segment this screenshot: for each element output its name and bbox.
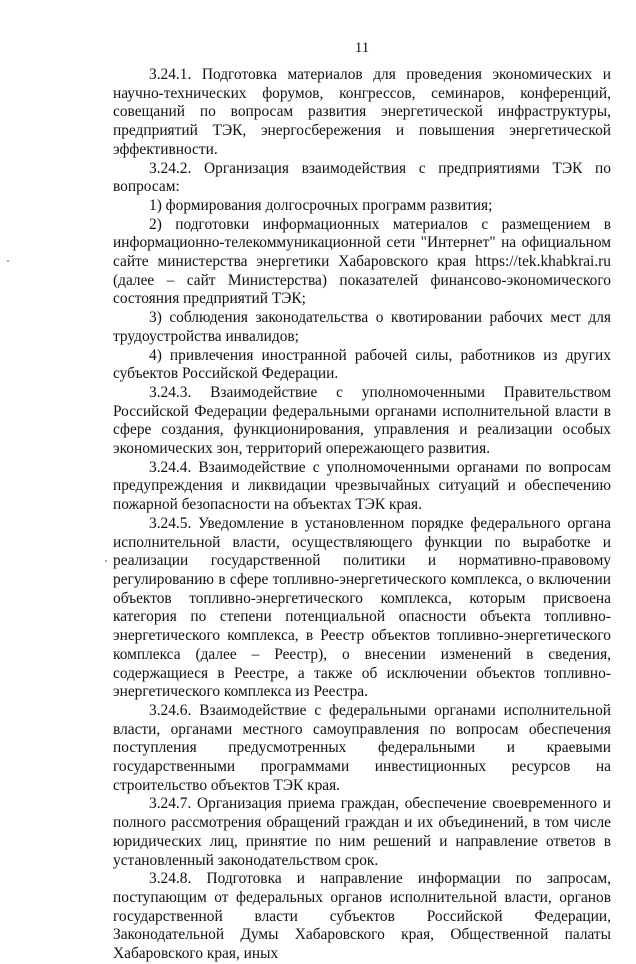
paragraph-3-24-5: 3.24.5. Уведомление в установленном порядке федерального органа исполнительной власти, осуществляющего функции по выработке и реализации государственной политики и нормативно-правовому регулированию в сфере топливно-энергетического комплекса, о включении объектов топливно-энергетического комплекса, которым присвоена категория по степени потенциальной опасности объекта топливно-энергетического комплекса, в Реестр объектов топливно-энергетического комплекса (далее – Реестр), о внесении изменений в сведения, содержащиеся в Реестре, а также об исключении объектов топливно-энергетического комплекса из Реестра. [113,514,611,701]
list-item-2: 2) подготовки информационных материалов с размещением в информационно-телекоммуникационной сети "Интернет" на официальном сайте министерства энергетики Хабаровского края https://tek.khabkrai.ru (далее – сайт Министерства) показателей финансово-экономического состояния предприятий ТЭК; [113,215,611,308]
document-body [113,66,611,964]
list-item-4: 4) привлечения иностранной рабочей силы, работников из других субъектов Российской Федерации. [113,346,611,383]
list-item-3: 3) соблюдения законодательства о квотировании рабочих мест для трудоустройства инвалидов; [113,309,611,345]
paragraph-3-24-7: 3.24.7. Организация приема граждан, обеспечение своевременного и полного рассмотрения обращений граждан и их объединений, в том числе юридических лиц, принятие по ним решений и направление ответов в установленный законодательством срок. [113,795,611,869]
paragraph-3-24-3: 3.24.3. Взаимодействие с уполномоченными Правительством Российской Федерации федеральными органами исполнительной власти в сфере создания, функционирования, управления и реализации особых экономических зон, территорий опережающего развития. [113,383,611,458]
paragraph-3-24-8: 3.24.8. Подготовка и направление информации по запросам, поступающим от федеральных органов исполнительной власти, органов государственной власти субъектов Российской Федерации, Законодательной Думы Хабаровского края, Общественной палаты Хабаровского края, иных [113,870,611,963]
list-item-1: 1) формирования долгосрочных программ развития; [149,196,493,214]
paragraph-3-24-4: 3.24.4. Взаимодействие с уполномоченными органами по вопросам предупреждения и ликвидации чрезвычайных ситуаций и обеспечению пожарной безопасности на объектах ТЭК края. [113,458,611,514]
page-number: 11 [354,40,370,56]
scan-speck-2 [105,560,107,562]
paragraph-3-24-2: 3.24.2. Организация взаимодействия с предприятиями ТЭК по вопросам: [113,159,611,196]
paragraph-3-24-1: 3.24.1. Подготовка материалов для проведения экономических и научно-технических форумов, конгрессов, семинаров, конференций, совещаний по вопросам развития энергетической инфраструктуры, предприятий ТЭК, энергосбережения и повышения энергетической эффективности. [113,66,611,158]
paragraph-3-24-6: 3.24.6. Взаимодействие с федеральными органами исполнительной власти, органами местного самоуправления по вопросам обеспечения поступления предусмотренных федеральными и краевыми государственными программами инвестиционных ресурсов на строительство объектов ТЭК края. [113,701,611,794]
scan-speck-1 [7,260,9,262]
